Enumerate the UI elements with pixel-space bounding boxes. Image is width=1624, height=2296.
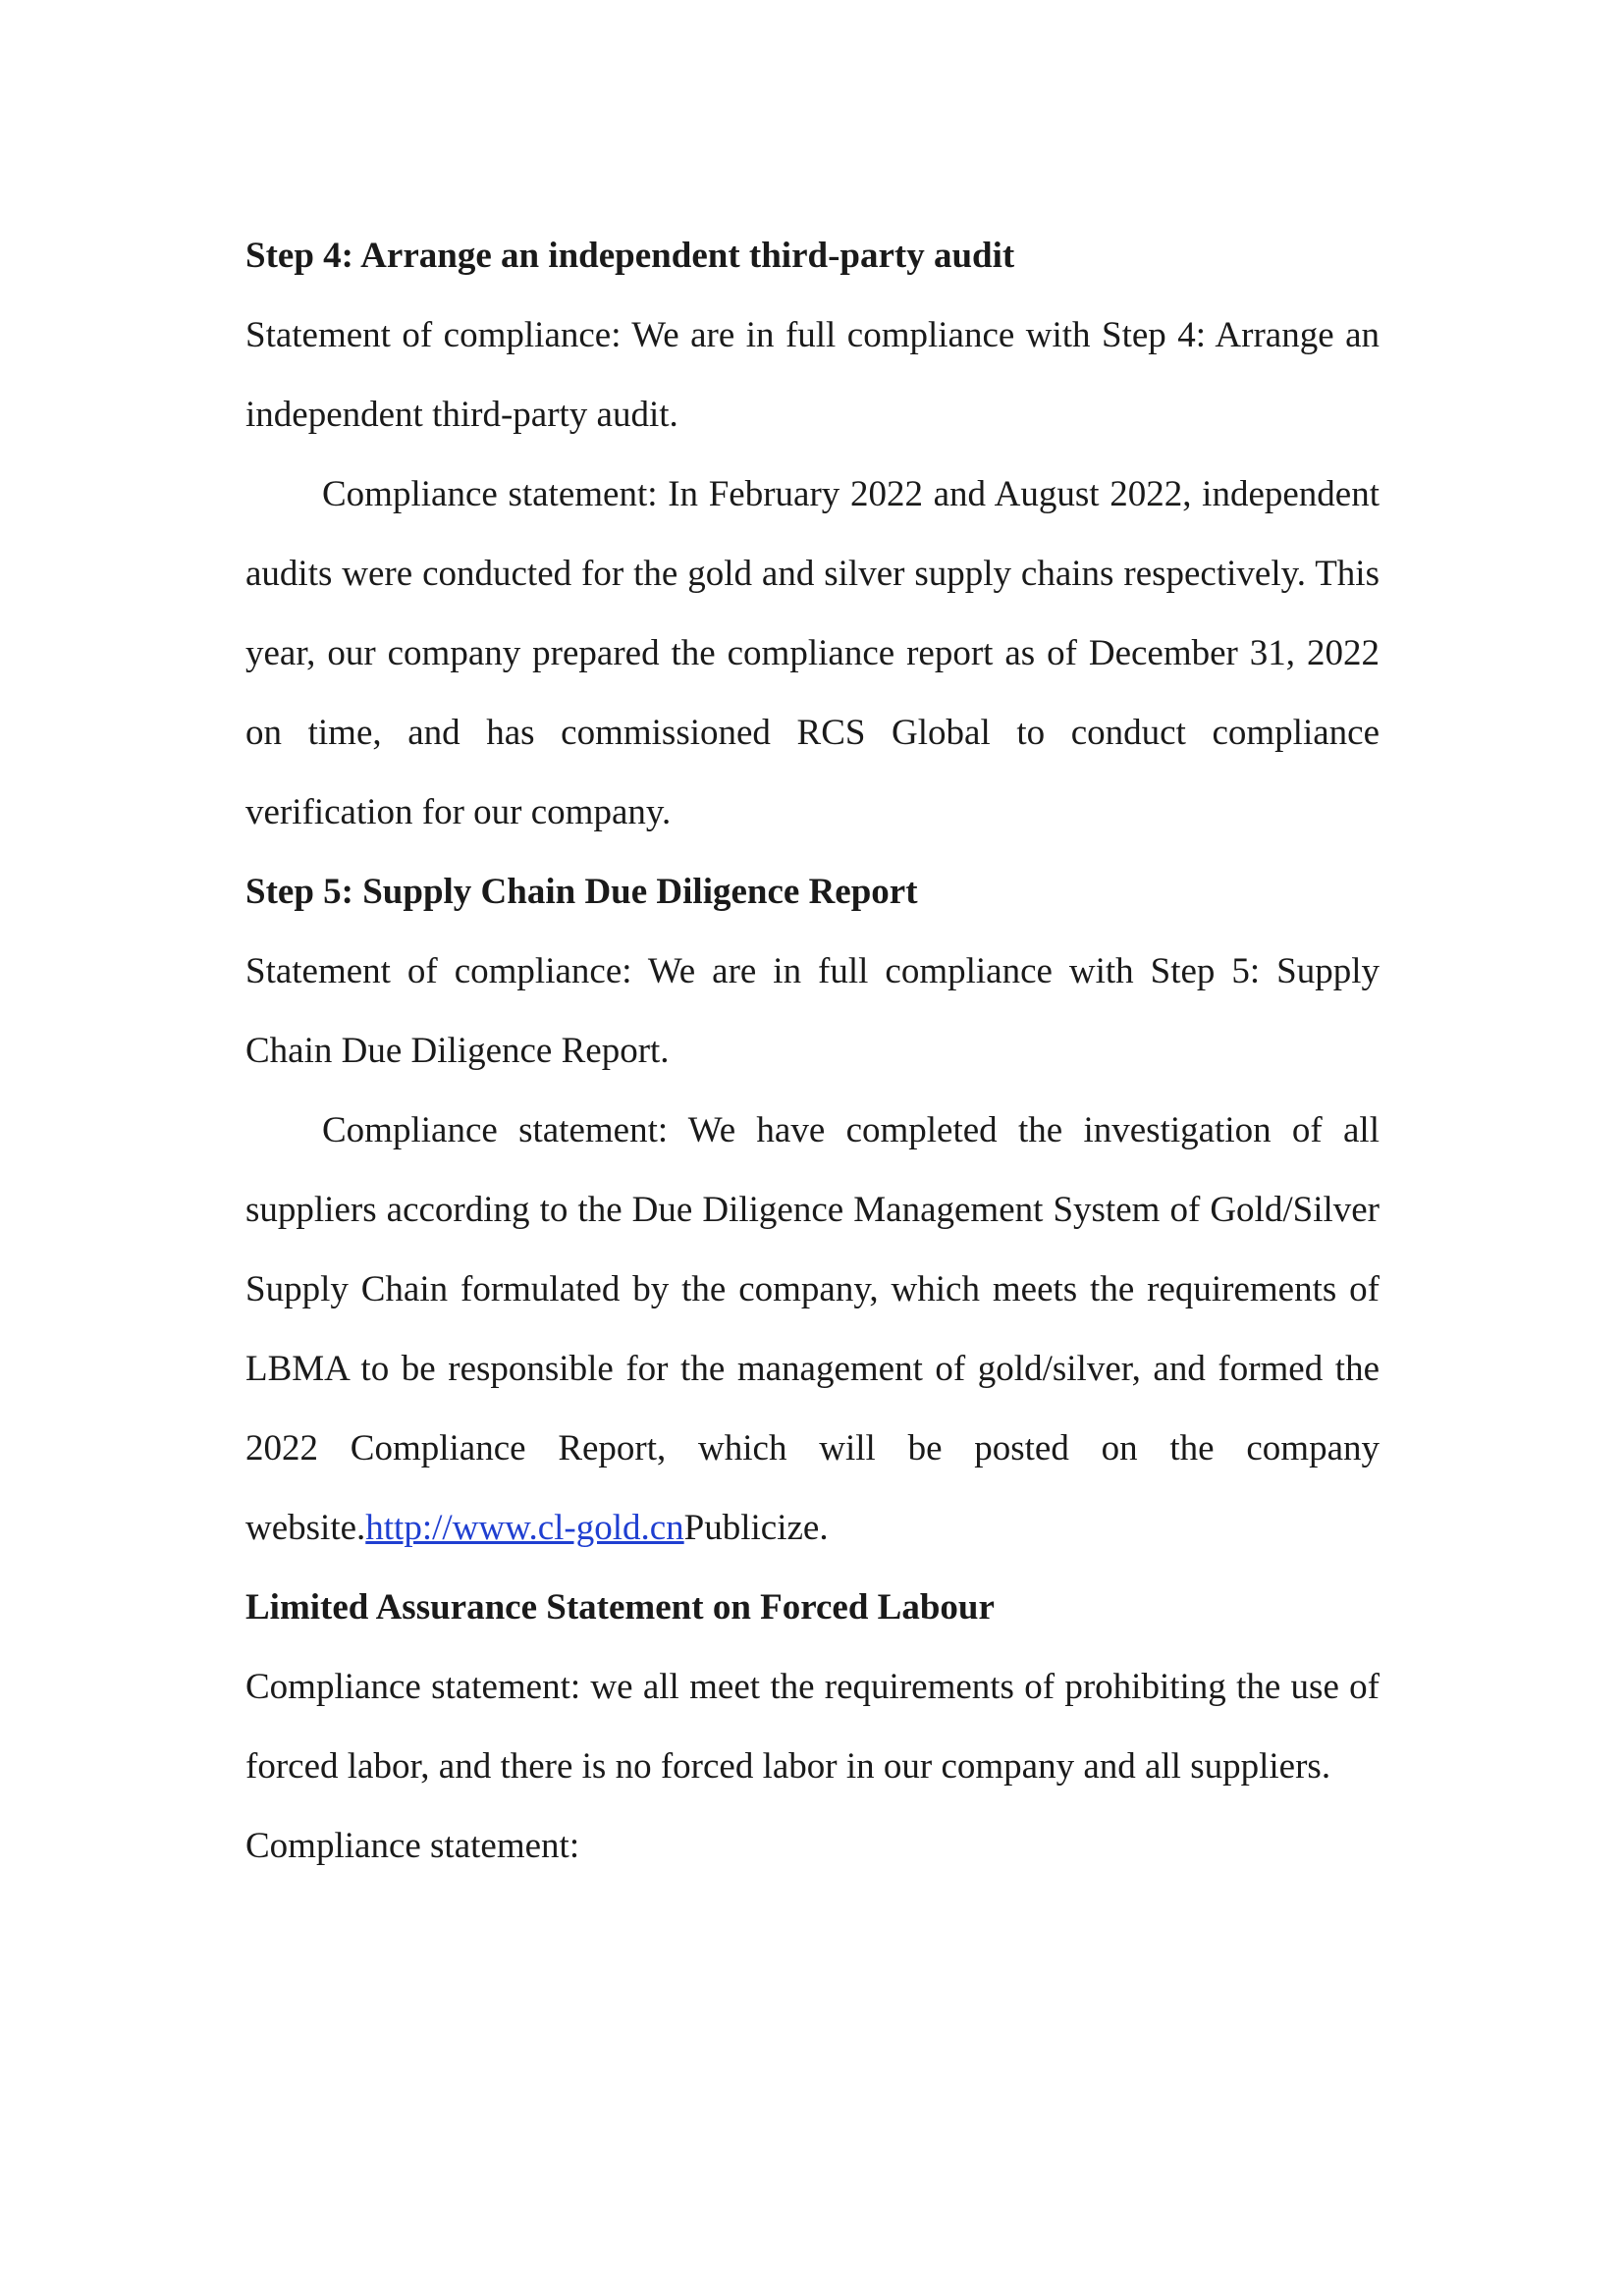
document-body [245, 216, 1380, 1886]
step5-heading: Step 5: Supply Chain Due Diligence Report [245, 872, 918, 912]
step4-heading: Step 4: Arrange an independent third-party audit [245, 236, 1015, 276]
step4-statement: Statement of compliance: We are in full compliance with Step 4: Arrange an independent third-party audit. [245, 315, 1380, 435]
step5-statement: Statement of compliance: We are in full compliance with Step 5: Supply Chain Due Diligence Report. [245, 951, 1380, 1071]
step5-compliance-paragraph [245, 1091, 1380, 1568]
forced-labour-statement: Compliance statement: we all meet the requirements of prohibiting the use of forced labor, and there is no forced labor in our company and all suppliers. [245, 1667, 1380, 1787]
forced-labour-trailing-statement: Compliance statement: [245, 1826, 580, 1866]
forced-labour-heading: Limited Assurance Statement on Forced Labour [245, 1587, 995, 1628]
step4-compliance-paragraph: Compliance statement: In February 2022 and August 2022, independent audits were conducted for the gold and silver supply chains respectively. This year, our company prepared the compliance report as of December 31, 2022 on time, and has commissioned RCS Global to conduct compliance verification for our company. [245, 474, 1380, 832]
company-website-link[interactable]: http://www.cl-gold.cn [365, 1508, 684, 1548]
step5-compliance-suffix: Publicize. [683, 1508, 829, 1548]
step5-compliance-text: Compliance statement: We have completed the investigation of all suppliers according to the Due Diligence Management System of Gold/Silver Supply Chain formulated by the company, which meets the requirements of LBMA to be responsible for the management of gold/silver, and formed the 2022 Compliance Report, which will be posted on the company website. [245, 1110, 1380, 1548]
